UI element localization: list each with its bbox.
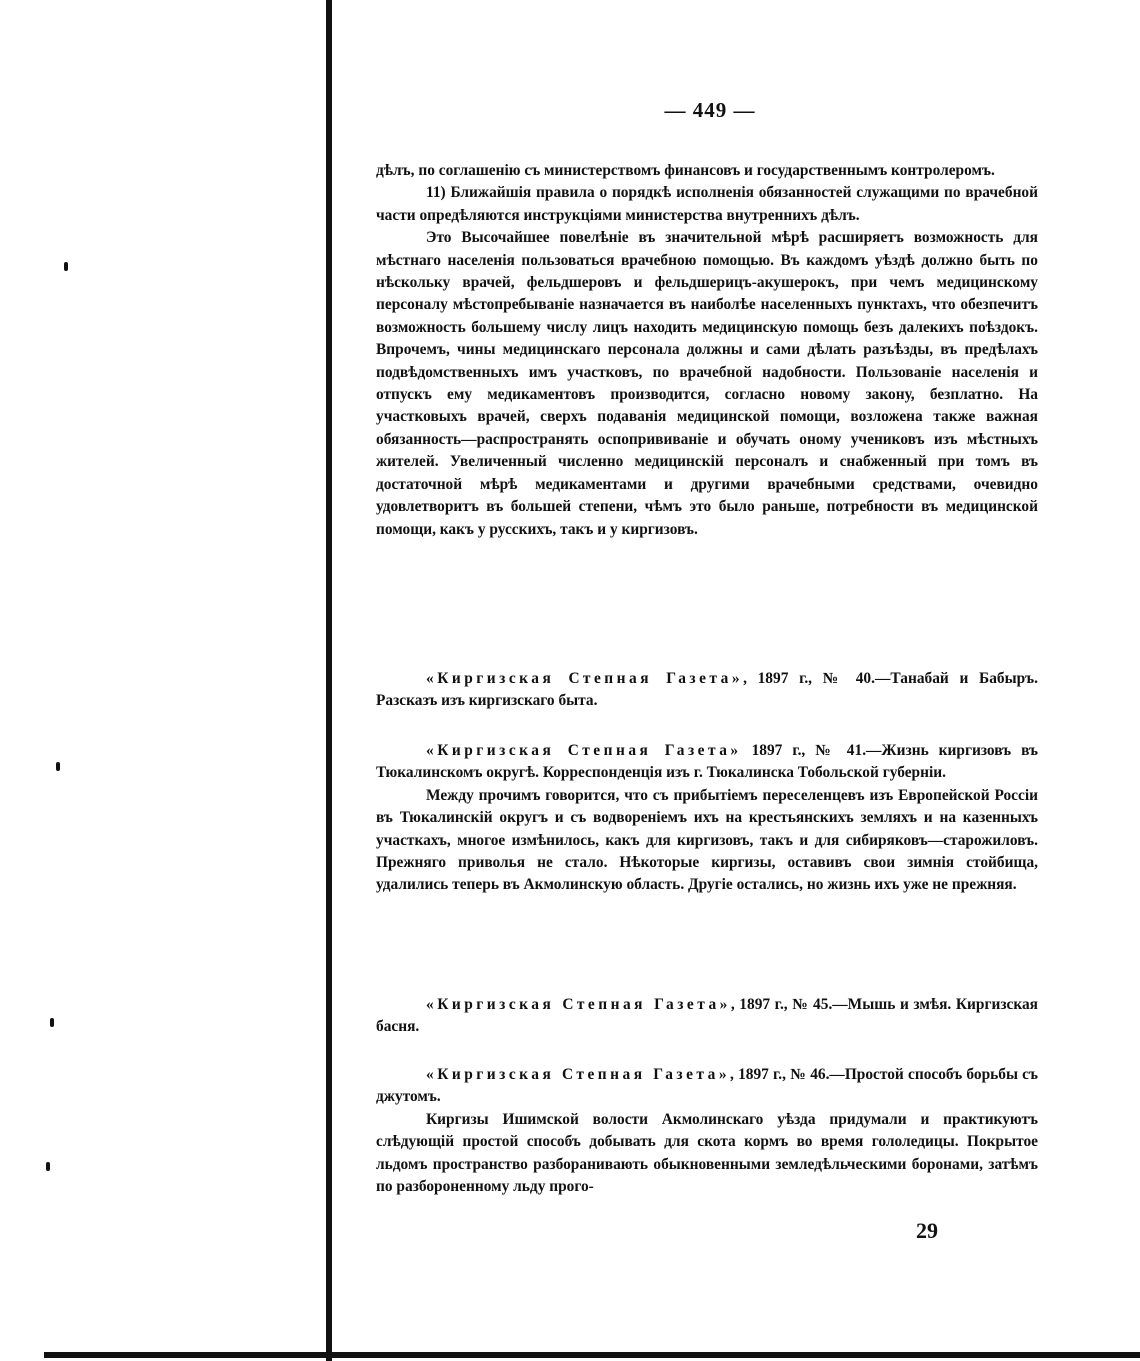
- entry-46: [376, 1064, 1038, 1198]
- continuation-paragraph: дѣлъ, по соглашенію съ министерствомъ финансовъ и государственнымъ контролеромъ.: [376, 162, 995, 179]
- newspaper-title: «Киргизская Степная Газета»: [426, 742, 742, 759]
- scan-speck: [46, 1162, 50, 1171]
- entry-title: , 1897 г., № 46.—Простой способъ борьбы съ джутомъ.: [376, 1066, 1038, 1106]
- binding-gutter-line: [326, 0, 332, 1361]
- rule-11-paragraph: 11) Ближайшія правила о порядкѣ исполненія обязанностей служащими по врачебной части опредѣляются инструкціями министерства внутреннихъ дѣлъ.: [376, 184, 1038, 224]
- entry-41: [376, 740, 1038, 897]
- entry-45: [376, 994, 1038, 1039]
- entry-title: , 1897 г., № 45.—Мышь и змѣя. Киргизская басня.: [376, 996, 1038, 1036]
- commentary-paragraph: Это Высочайшее повелѣніе въ значительной мѣрѣ расширяетъ возможность для мѣстнаго населенія пользоваться врачебною помощью. Въ каждомъ уѣздѣ должно быть по нѣскольку врачей, фельдшеровъ и фельдшерицъ-акушерокъ, при чемъ медицинскому персоналу мѣстопребываніе назначается въ наиболѣе населенныхъ пунктахъ, что обезпечитъ возможность большему числу лицъ находить медицинскую помощь безъ далекихъ поѣздокъ. Впрочемъ, чины медицинскаго персонала должны и сами дѣлать разъѣзды, въ предѣлахъ подвѣдомственныхъ имъ участковъ, по врачебной надобности. Пользованіе населенія и отпускъ ему медикаментовъ производится, согласно новому закону, безплатно. На участковыхъ врачей, сверхъ подаванія медицинской помощи, возложена также важная обязанность—распространять оспопрививаніе и обучать оному учениковъ изъ мѣстныхъ жителей. Увеличенный численно медицинскій персоналъ и снабженный при томъ въ достаточной мѣрѣ медикаментами и другими врачебными средствами, очевидно удовлетворитъ въ большей степени, чѣмъ это было раньше, потребности въ медицинской помощи, какъ у русскихъ, такъ и у киргизовъ.: [376, 229, 1038, 538]
- scan-speck: [50, 1018, 54, 1027]
- newspaper-title: «Киргизская Степная Газета»: [426, 670, 744, 687]
- entry-heading: [376, 740, 1038, 785]
- page-number: — 449 —: [664, 98, 756, 122]
- entry-body: Киргизы Ишимской волости Акмолинскаго уѣзда придумали и практикуютъ слѣдующій простой способъ добывать для скота кормъ во время гололедицы. Покрытое льдомъ пространство разборанивають обыкновенными земледѣльческими боронами, затѣмъ по разбороненному льду прого-: [376, 1110, 1038, 1196]
- entry-heading: [376, 1064, 1038, 1109]
- entry-title: 1897 г., № 41.—Жизнь киргизовъ въ Тюкалинскомъ округѣ. Корреспонденція изъ г. Тюкалинска Тобольской губерніи.: [376, 742, 1039, 782]
- top-section: [376, 160, 1038, 541]
- entry-40: [376, 668, 1038, 713]
- newspaper-title: «Киргизская Степная Газета»: [426, 996, 731, 1013]
- newspaper-title: «Киргизская Степная Газета»: [426, 1066, 731, 1083]
- entry-heading: [376, 994, 1038, 1039]
- bottom-scan-edge: [44, 1352, 1140, 1358]
- scan-speck: [64, 262, 68, 271]
- scan-speck: [56, 762, 60, 771]
- entry-body: Между прочимъ говорится, что съ прибытіемъ переселенцевъ изъ Европейской Россіи въ Тюкалинскій округъ и съ водвореніемъ ихъ на крестьянскихъ земляхъ и на казенныхъ участкахъ, многое измѣнилось, какъ для киргизовъ, такъ и для сибиряковъ—старожиловъ. Прежняго приволья не стало. Нѣкоторые киргизы, оставивъ свои зимнія стойбища, удалились теперь въ Акмолинскую область. Другіе остались, но жизнь ихъ уже не прежняя.: [376, 786, 1038, 894]
- entry-heading: [376, 668, 1038, 713]
- entry-title: , 1897 г., № 40.—Танабай и Бабыръ. Разсказъ изъ киргизскаго быта.: [376, 670, 1038, 710]
- signature-mark: 29: [916, 1218, 938, 1243]
